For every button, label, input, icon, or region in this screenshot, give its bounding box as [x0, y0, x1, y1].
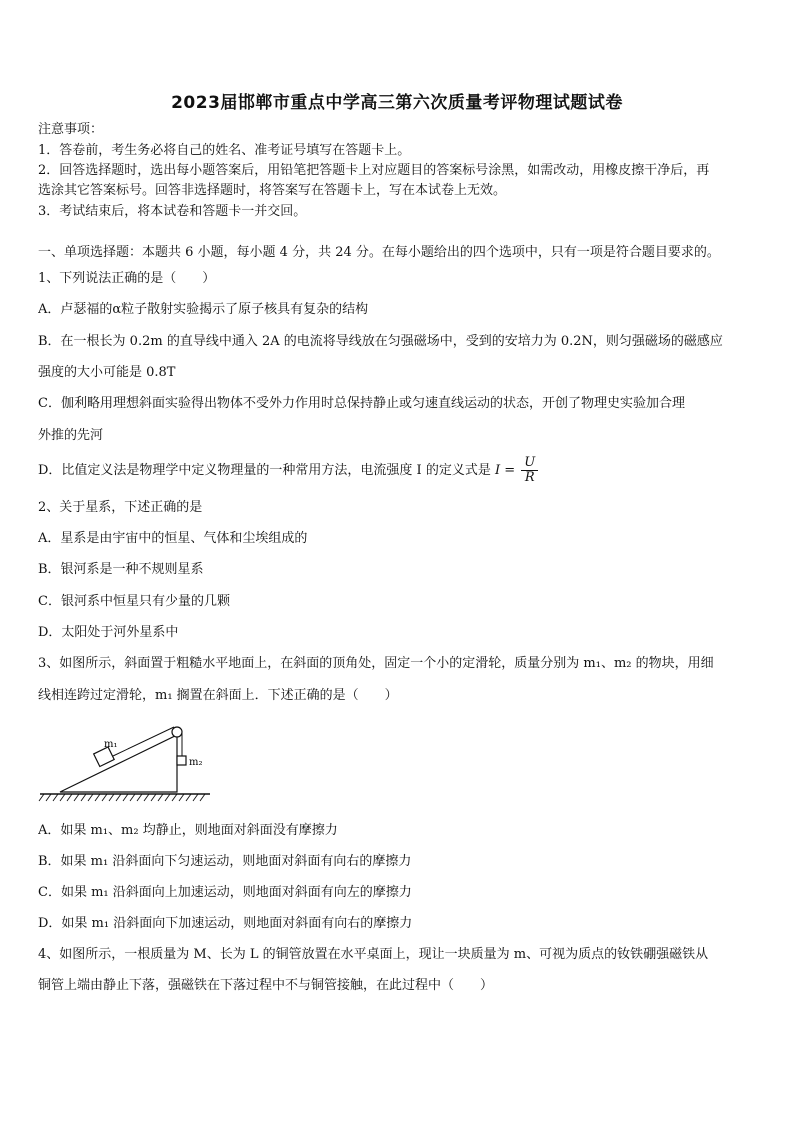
q3-option-b: B．如果 m₁ 沿斜面向下匀速运动，则地面对斜面有向右的摩擦力	[38, 854, 412, 869]
incline-pulley-figure	[38, 718, 218, 804]
q3-stem-cont: 线相连跨过定滑轮，m₁ 搁置在斜面上．下述正确的是（ ）	[38, 688, 398, 703]
notice-item-2-cont: 选涂其它答案标号。回答非选择题时，将答案写在答题卡上，写在本试卷上无效。	[38, 183, 507, 198]
q3-option-d: D．如果 m₁ 沿斜面向下加速运动，则地面对斜面有向右的摩擦力	[38, 916, 413, 931]
label-m1: m₁	[104, 739, 118, 750]
notice-item-3: 3．考试结束后，将本试卷和答题卡一并交回。	[38, 204, 307, 219]
notice-item-1: 1．答卷前，考生务必将自己的姓名、准考证号填写在答题卡上。	[38, 143, 411, 158]
incline	[60, 735, 177, 792]
label-m2: m₂	[189, 757, 203, 768]
q2-option-a: A．星系是由宇宙中的恒星、气体和尘埃组成的	[38, 531, 308, 546]
section-heading: 一、单项选择题：本题共 6 小题，每小题 4 分，共 24 分。在每小题给出的四个选项中，只有一项是符合题目要求的。	[38, 245, 720, 260]
notice-item-2: 2．回答选择题时，选出每小题答案后，用铅笔把答题卡上对应题目的答案标号涂黑，如需改动，用橡皮擦干净后，再	[38, 163, 710, 178]
q3-option-a: A．如果 m₁、m₂ 均静止，则地面对斜面没有摩擦力	[38, 823, 338, 838]
q2-stem: 2、关于星系，下述正确的是	[38, 500, 203, 515]
q4-stem: 4、如图所示，一根质量为 M、长为 L 的铜管放置在水平桌面上，现让一块质量为 m、可视为质点的钕铁硼强磁铁从	[38, 947, 709, 962]
q3-stem: 3、如图所示，斜面置于粗糙水平地面上，在斜面的顶角处，固定一个小的定滑轮，质量分别为 m₁、m₂ 的物块，用细	[38, 656, 714, 671]
q4-stem-cont: 铜管上端由静止下落，强磁铁在下落过程中不与铜管接触，在此过程中（ ）	[38, 978, 494, 993]
q2-option-b: B．银河系是一种不规则星系	[38, 562, 204, 577]
q1-option-b: B．在一根长为 0.2m 的直导线中通入 2A 的电流将导线放在匀强磁场中，受到的安培力为 0.2N，则匀强磁场的磁感应	[38, 334, 723, 349]
q1-option-d: D．比值定义法是物理学中定义物理量的一种常用方法，电流强度 I 的定义式是	[38, 463, 491, 478]
q1-formula-fraction	[521, 456, 538, 485]
exam-title: 2023届邯郸市重点中学高三第六次质量考评物理试题试卷	[171, 93, 623, 113]
block-m2	[177, 756, 186, 765]
q1-formula-denominator: R	[524, 470, 535, 485]
q1-option-a: A．卢瑟福的α粒子散射实验揭示了原子核具有复杂的结构	[38, 302, 369, 317]
q2-option-c: C．银河系中恒星只有少量的几颗	[38, 594, 230, 609]
q3-option-c: C．如果 m₁ 沿斜面向上加速运动，则地面对斜面有向左的摩擦力	[38, 885, 412, 900]
q1-option-d-row	[38, 453, 760, 491]
notice-heading: 注意事项：	[38, 122, 104, 137]
q1-option-b-cont: 强度的大小可能是 0.8T	[38, 365, 176, 380]
ground-hatching	[39, 794, 205, 801]
pulley	[172, 727, 182, 737]
q1-option-c-cont: 外推的先河	[38, 428, 104, 443]
q1-formula-lhs: I =	[494, 463, 516, 478]
q1-option-c: C．伽利略用理想斜面实验得出物体不受外力作用时总保持静止或匀速直线运动的状态，开创了物理史实验加合理	[38, 396, 685, 411]
q2-option-d: D．太阳处于河外星系中	[38, 625, 179, 640]
q1-stem: 1、下列说法正确的是（ ）	[38, 271, 216, 286]
q1-formula-numerator: U	[521, 456, 538, 471]
